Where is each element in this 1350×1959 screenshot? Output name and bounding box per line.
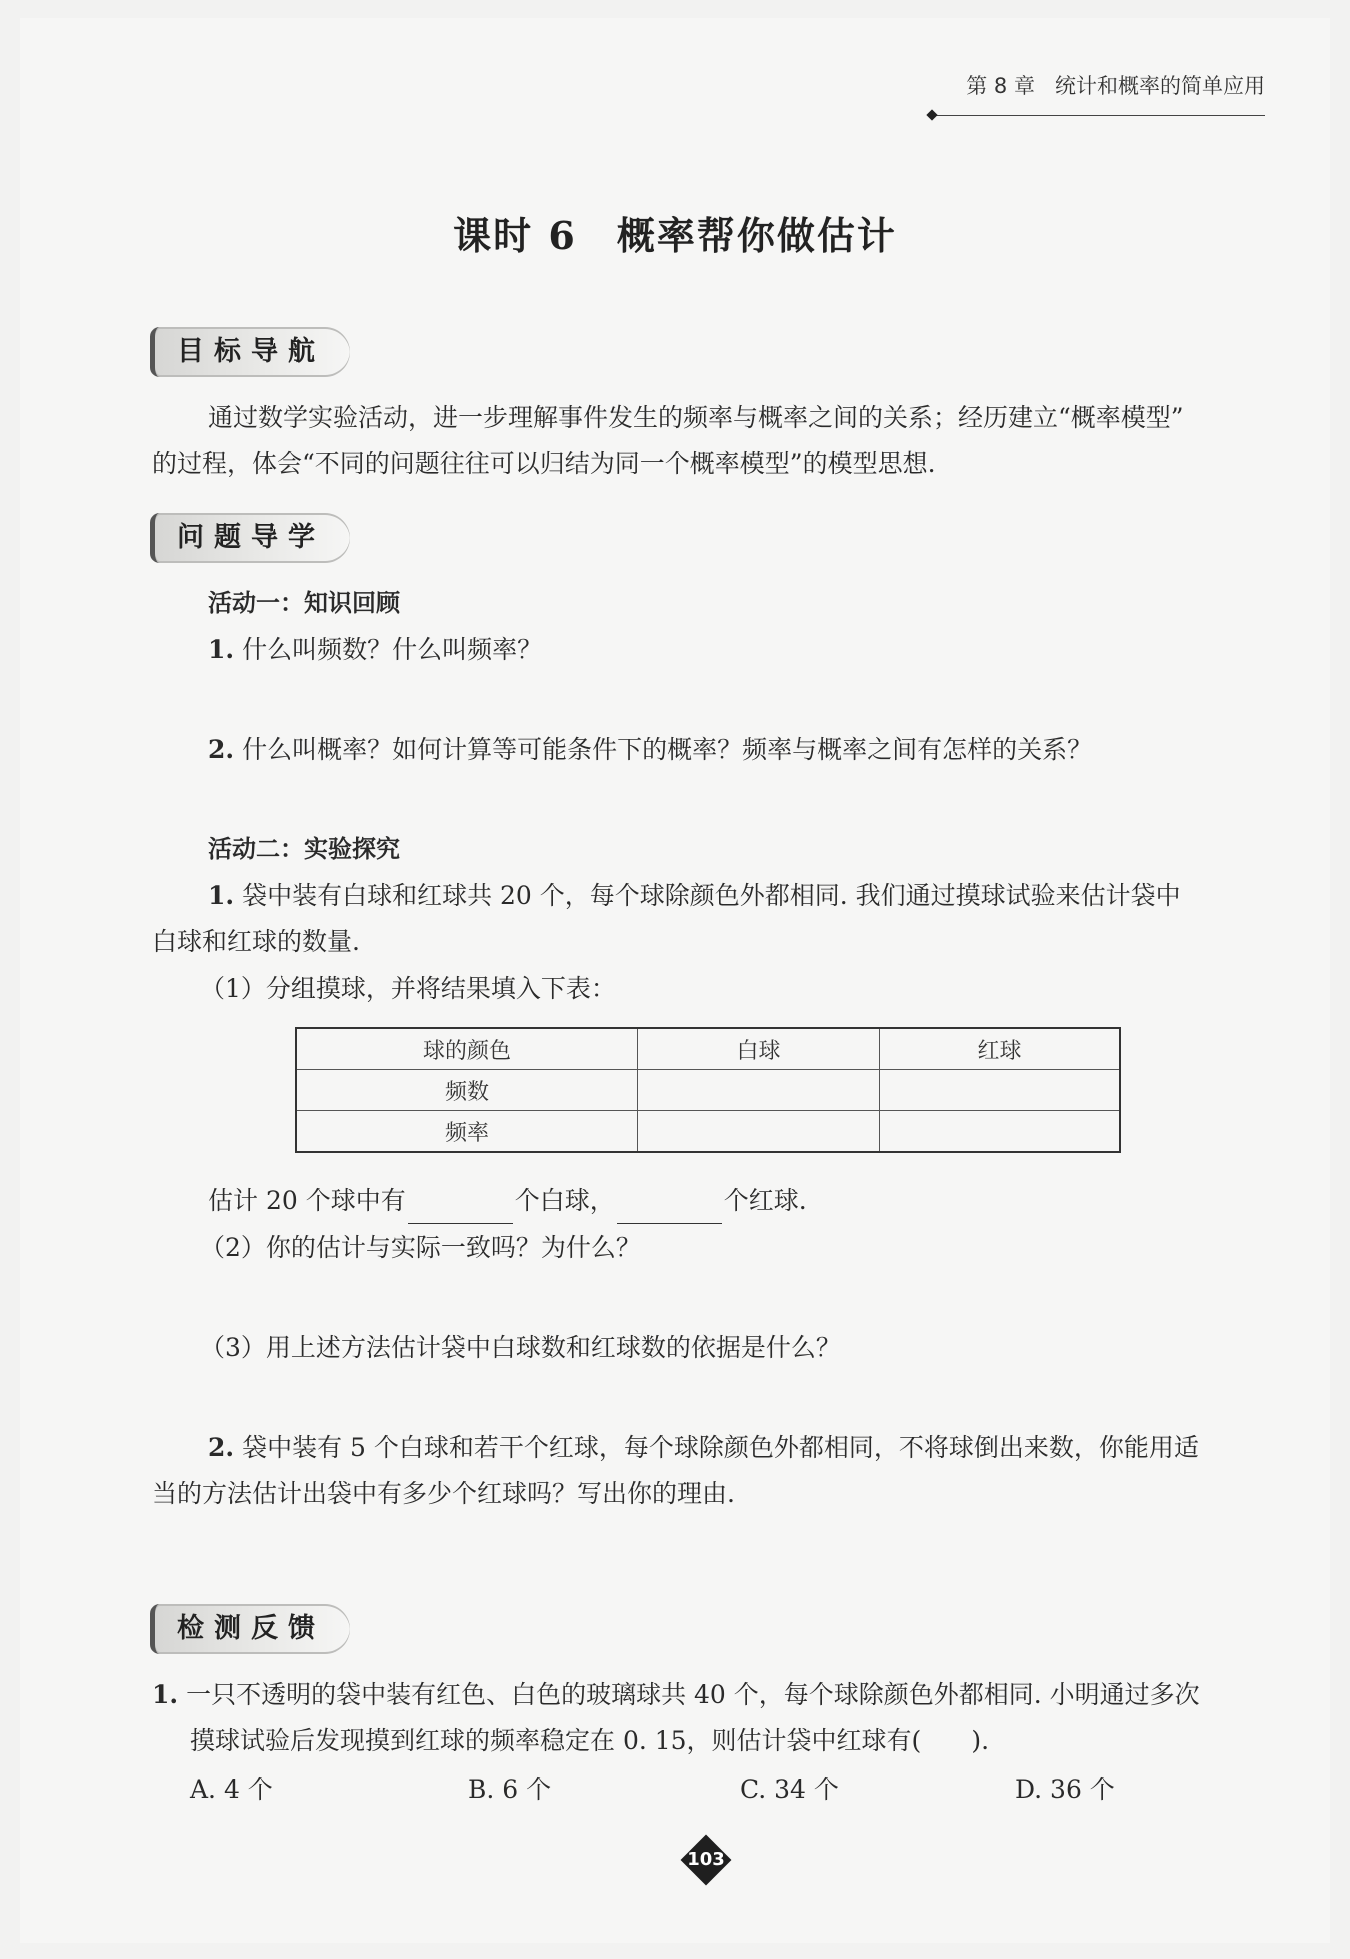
estimate-sentence [208,1178,807,1224]
problem-text: 袋中装有 5 个白球和若干个红球，每个球除颜色外都相同，不将球倒出来数，你能用适 [242,1433,1199,1462]
problem-number: 1. [208,881,235,910]
answer-blank-white[interactable] [408,1193,513,1224]
choice-a[interactable]: A. 4 个 [190,1775,273,1804]
estimate-text-2: 个白球， [514,1186,615,1215]
activity1-title: 活动一：知识回顾 [208,589,400,617]
table-header-cell: 白球 [638,1028,880,1070]
activity2-problem-1-line2: 白球和红球的数量. [152,927,360,956]
subquestion-2: （2）你的估计与实际一致吗？为什么？ [200,1233,641,1262]
question-number: 1. [208,635,235,664]
feedback-question-1-line2: 摸球试验后发现摸到红球的频率稳定在 0. 15，则估计袋中红球有( ). [190,1726,990,1755]
subquestion-3: （3）用上述方法估计袋中白球数和红球数的依据是什么？ [200,1333,841,1362]
activity1-question-1 [208,627,542,673]
question-text: 什么叫频数？什么叫频率？ [242,635,543,664]
choice-c[interactable]: C. 34 个 [740,1775,839,1804]
chapter-header [966,70,1265,100]
activity1-question-2 [208,727,1092,773]
table-row-label: 频率 [296,1111,638,1153]
goal-text-line2: 的过程，体会“不同的问题往往可以归结为同一个概率模型”的模型思想. [152,449,936,478]
table-row [296,1111,1120,1153]
choice-b[interactable]: B. 6 个 [468,1775,552,1804]
chapter-title: 统计和概率的简单应用 [1055,74,1265,98]
table-cell-blank[interactable] [638,1111,880,1153]
activity2-problem-2-line2: 当的方法估计出袋中有多少个红球吗？写出你的理由. [152,1479,735,1508]
problem-text: 袋中装有白球和红球共 20 个，每个球除颜色外都相同. 我们通过摸球试验来估计袋中 [242,881,1181,910]
page-number-badge [684,1838,728,1882]
estimate-text-3: 个红球. [723,1186,807,1215]
subquestion-1: （1）分组摸球，并将结果填入下表： [200,974,616,1003]
activity2-title: 活动二：实验探究 [208,835,400,863]
chapter-number: 第 8 章 [966,74,1035,98]
goal-text-line1: 通过数学实验活动，进一步理解事件发生的频率与概率之间的关系；经历建立“概率模型” [208,403,1184,432]
header-rule [935,115,1265,116]
table-header-cell: 球的颜色 [296,1028,638,1070]
table-cell-blank[interactable] [880,1111,1121,1153]
table-cell-blank[interactable] [880,1070,1121,1111]
activity2-problem-2-line1 [208,1425,1199,1471]
page-number: 103 [687,1849,725,1870]
table-header-cell: 红球 [880,1028,1121,1070]
section-tag-goal: 目标导航 [150,327,350,377]
question-number: 2. [208,735,235,764]
activity2-problem-1-line1 [208,873,1181,919]
results-table [295,1027,1121,1153]
question-text: 一只不透明的袋中装有红色、白色的玻璃球共 40 个，每个球除颜色外都相同. 小明通过多次 [186,1680,1200,1709]
feedback-question-1-line1 [152,1672,1200,1718]
question-text: 什么叫概率？如何计算等可能条件下的概率？频率与概率之间有怎样的关系？ [242,735,1093,764]
question-number: 1. [152,1680,179,1709]
table-header-row [296,1028,1120,1070]
section-tag-feedback: 检测反馈 [150,1604,350,1654]
estimate-text-1: 估计 20 个球中有 [208,1186,406,1215]
choice-d[interactable]: D. 36 个 [1015,1775,1115,1804]
problem-number: 2. [208,1433,235,1462]
lesson-title: 课时 6 概率帮你做估计 [453,213,897,258]
table-cell-blank[interactable] [638,1070,880,1111]
table-row-label: 频数 [296,1070,638,1111]
table-row [296,1070,1120,1111]
answer-blank-red[interactable] [617,1193,722,1224]
section-tag-study: 问题导学 [150,513,350,563]
